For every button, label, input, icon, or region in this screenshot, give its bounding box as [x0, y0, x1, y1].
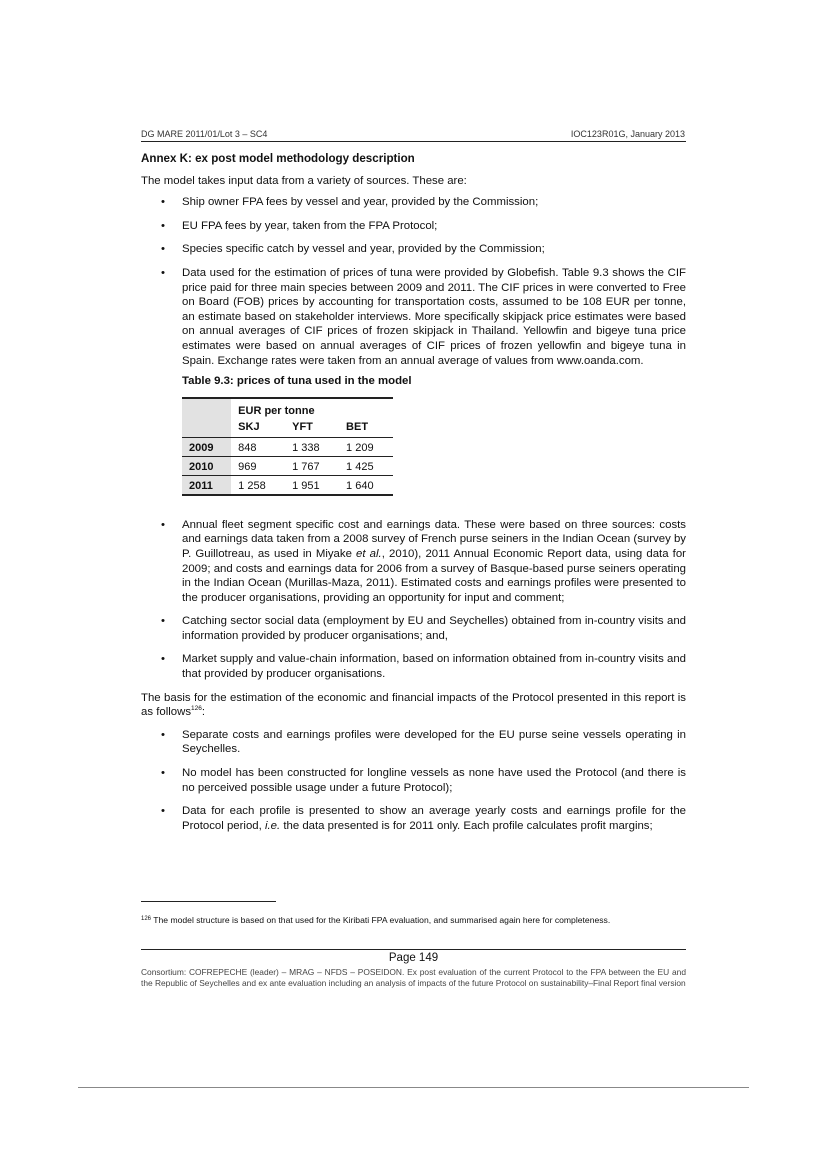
list-item-text: Annual fleet segment specific cost and earnings data. These were based on three sources: costs and earnings data taken from a 2008 survey of French purse seiners in the Indian Ocean (survey by P. Guillotreau, as used in Miyake — [182, 518, 686, 560]
table-caption: Table 9.3: prices of tuna used in the model — [182, 375, 412, 388]
table-cell: 1 258 — [231, 475, 285, 495]
page-bottom-edge — [78, 1087, 749, 1088]
bullet-icon: • — [161, 653, 165, 666]
table-cell: 1 640 — [339, 475, 393, 495]
list-item-text: Catching sector social data (employment by EU and Seychelles) obtained from in-country visits and information provided by producer organisations; and, — [182, 615, 686, 642]
list-item — [141, 242, 686, 257]
table-row — [182, 475, 393, 495]
basis-list — [141, 728, 686, 834]
data-sources-list-continued — [141, 518, 686, 682]
column-header-yft: YFT — [285, 419, 339, 438]
list-item — [141, 728, 686, 757]
bullet-icon: • — [161, 615, 165, 628]
tuna-price-table-wrapper — [182, 397, 393, 496]
list-item-text: Ship owner FPA fees by vessel and year, provided by the Commission; — [182, 196, 539, 209]
table-cell: 1 209 — [339, 437, 393, 456]
table-cell: 1 951 — [285, 475, 339, 495]
list-item-text: EU FPA fees by year, taken from the FPA Protocol; — [182, 219, 438, 232]
table-corner-cell — [182, 398, 231, 419]
table-header-row — [182, 419, 393, 438]
table-row — [182, 456, 393, 475]
list-item — [141, 804, 686, 833]
bullet-icon: • — [161, 805, 165, 818]
annex-title: Annex K: ex post model methodology description — [141, 152, 415, 165]
column-header-skj: SKJ — [231, 419, 285, 438]
table-corner-cell — [182, 419, 231, 438]
list-item-text: Data used for the estimation of prices of tuna were provided by Globefish. Table 9.3 shows the CIF price paid for three main species between 2009 and 2011. The CIF prices in were converted to Free on Board (FOB) prices by accounting for transportation costs, assumed to be 108 EUR per tonne, an estimate based on stakeholder interviews. More specifically skipjack price estimates were based on annual averages of CIF prices of frozen skipjack in Thailand. Yellowfin and bigeye tuna price estimates were based on annual averages of CIF prices of frozen yellowfin and bigeye tuna in Spain. Exchange rates were taken from an annual average of values from www.oanda.com. — [182, 266, 686, 367]
footer-divider — [141, 949, 686, 950]
basis-text: The basis for the estimation of the economic and financial impacts of the Protocol presented in this report is as follows — [141, 691, 686, 719]
column-header-bet: BET — [339, 419, 393, 438]
basis-paragraph — [141, 691, 686, 720]
table-cell: 1 767 — [285, 456, 339, 475]
table-cell: 1 425 — [339, 456, 393, 475]
bullet-icon: • — [161, 196, 165, 209]
table-header-unit-row — [182, 398, 393, 419]
row-year: 2011 — [182, 475, 231, 495]
list-item — [141, 518, 686, 606]
table-row — [182, 437, 393, 456]
list-item — [141, 195, 686, 210]
header-divider — [141, 141, 686, 142]
list-item-text: , 2010), 2011 Annual Economic Report data, using data for 2009; and costs and earnings data for 2006 from a survey of Basque-based purse seiners operating in the Indian Ocean (Murillas-Maza, 2011). Estimated costs and earnings profiles were presented to the producer organisations, providing an opportunity for input and comment; — [182, 547, 686, 604]
data-sources-list — [141, 195, 686, 368]
bullet-icon: • — [161, 266, 165, 279]
tuna-price-table — [182, 397, 393, 496]
page-number: Page 149 — [388, 952, 439, 964]
bullet-icon: • — [161, 219, 165, 232]
table-cell: 969 — [231, 456, 285, 475]
footnote-number: 126 — [141, 916, 152, 922]
table-cell: 1 338 — [285, 437, 339, 456]
list-item-text: Market supply and value-chain information, based on information obtained from in-country visits and that provided by producer organisations. — [182, 653, 686, 681]
list-item-text: Species specific catch by vessel and year, provided by the Commission; — [182, 243, 545, 256]
list-item-emphasis: et al. — [356, 547, 382, 560]
footnote — [141, 915, 610, 925]
footnote-text: The model structure is based on that used for the Kiribati FPA evaluation, and summarised again here for completeness. — [151, 915, 611, 925]
unit-header: EUR per tonne — [231, 398, 393, 419]
intro-paragraph: The model takes input data from a variety of sources. These are: — [141, 174, 467, 187]
consortium-note: Consortium: COFREPECHE (leader) – MRAG – NFDS – POSEIDON. Ex post evaluation of the current Protocol to the FPA between the EU and the Republic of Seychelles and ex ante evaluation including an analysis of impacts of the future Protocol on sustainability–Final Report final version — [141, 967, 686, 988]
page-content — [141, 152, 686, 842]
list-item — [141, 766, 686, 795]
bullet-icon: • — [161, 728, 165, 741]
footnote-reference[interactable]: 126 — [191, 705, 202, 713]
basis-tail: : — [201, 706, 206, 719]
bullet-icon: • — [161, 243, 165, 256]
list-item — [141, 219, 686, 234]
list-item — [141, 652, 686, 681]
list-item — [141, 266, 686, 368]
table-cell: 848 — [231, 437, 285, 456]
bullet-icon: • — [161, 518, 165, 531]
running-header-left: DG MARE 2011/01/Lot 3 – SC4 — [141, 129, 268, 139]
list-item — [141, 614, 686, 643]
list-item-text: No model has been constructed for longline vessels as none have used the Protocol (and there is no perceived possible usage under a future Protocol); — [182, 767, 686, 794]
row-year: 2010 — [182, 456, 231, 475]
list-item-text: the data presented is for 2011 only. Each profile calculates profit margins; — [280, 819, 653, 832]
list-item-text: Separate costs and earnings profiles were developed for the EU purse seine vessels operating in Seychelles. — [182, 728, 686, 756]
footnote-divider — [141, 901, 276, 902]
running-header-right: IOC123R01G, January 2013 — [570, 129, 685, 139]
list-item-text: Data for each profile is presented to show an average yearly costs and earnings profile for the Protocol period, — [182, 805, 686, 832]
bullet-icon: • — [161, 767, 165, 780]
list-item-emphasis: i.e. — [264, 819, 281, 832]
row-year: 2009 — [182, 437, 231, 456]
